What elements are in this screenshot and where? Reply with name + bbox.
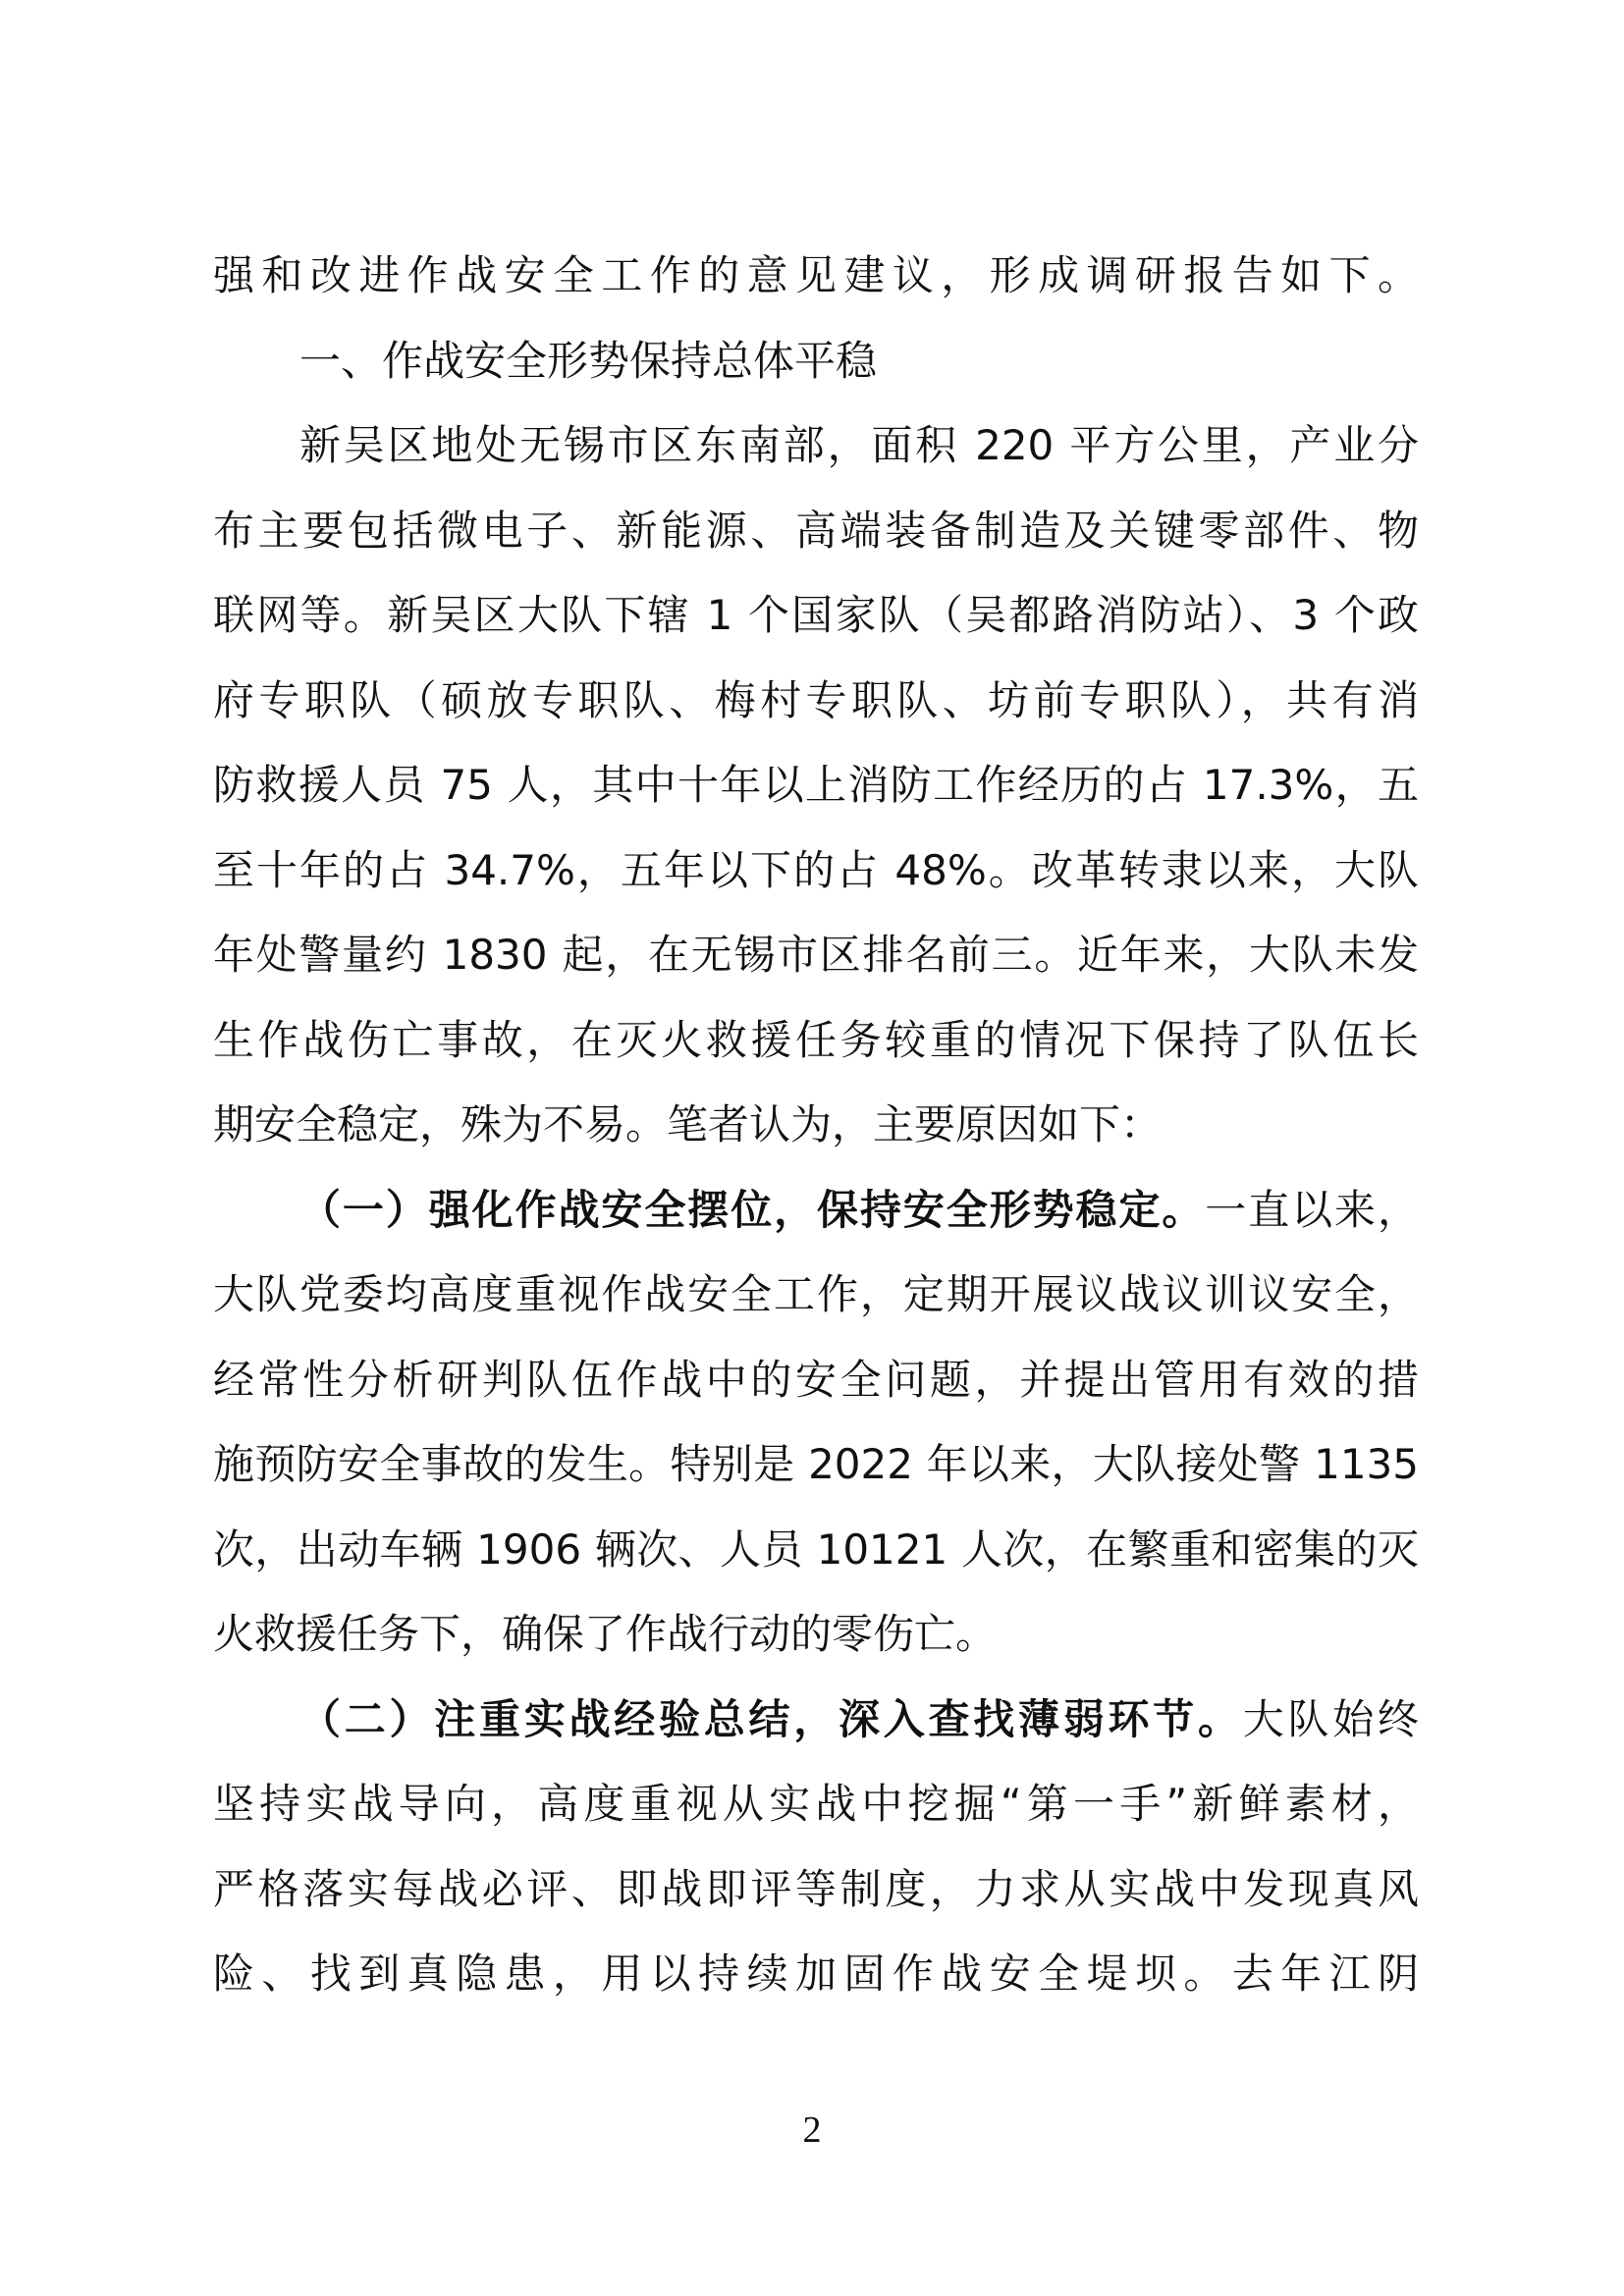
paragraph-line: 险、找到真隐患，用以持续加固作战安全堤坝。去年江阴: [213, 1949, 1419, 1998]
subsection-heading-1: （一）强化作战安全摆位，保持安全形势稳定。: [299, 1185, 1206, 1234]
page-number: 2: [802, 2109, 822, 2151]
paragraph-line: 至十年的占 34.7%，五年以下的占 48%。改革转隶以来，大队: [213, 845, 1419, 894]
paragraph-line: 布主要包括微电子、新能源、高端装备制造及关键零部件、物: [213, 506, 1419, 555]
paragraph-line: 大队党委均高度重视作战安全工作，定期开展议战议训议安全，: [213, 1270, 1419, 1318]
paragraph-line: 年处警量约 1830 起，在无锡市区排名前三。近年来，大队未发: [213, 931, 1419, 979]
paragraph-line: 防救援人员 75 人，其中十年以上消防工作经历的占 17.3%，五: [213, 761, 1419, 809]
paragraph-line: 强和改进作战安全工作的意见建议，形成调研报告如下。: [213, 251, 1419, 299]
section-heading: 一、作战安全形势保持总体平稳: [299, 336, 878, 385]
paragraph-line: 生作战伤亡事故，在灭火救援任务较重的情况下保持了队伍长: [213, 1015, 1419, 1064]
paragraph-line: [213, 1168, 1419, 1254]
paragraph-line: [213, 1678, 1419, 1763]
paragraph-line: 新吴区地处无锡市区东南部，面积 220 平方公里，产业分: [299, 421, 1419, 469]
paragraph-line: 火救援任务下，确保了作战行动的零伤亡。: [213, 1610, 998, 1658]
paragraph-line: 经常性分析研判队伍作战中的安全问题，并提出管用有效的措: [213, 1355, 1419, 1404]
subsection-heading-2: （二）注重实战经验总结，深入查找薄弱环节。: [299, 1694, 1243, 1743]
paragraph-line: 施预防安全事故的发生。特别是 2022 年以来，大队接处警 1135: [213, 1440, 1419, 1488]
paragraph-line: 联网等。新吴区大队下辖 1 个国家队（吴都路消防站）、3 个政: [213, 591, 1419, 639]
paragraph-line: 府专职队（硕放专职队、梅村专职队、坊前专职队），共有消: [213, 675, 1419, 724]
paragraph-text: 大队始终: [1242, 1694, 1419, 1743]
paragraph-line: 期安全稳定，殊为不易。笔者认为，主要原因如下：: [213, 1100, 1163, 1148]
paragraph-line: 次，出动车辆 1906 辆次、人员 10121 人次，在繁重和密集的灭: [213, 1524, 1419, 1574]
paragraph-line: 严格落实每战必评、即战即评等制度，力求从实战中发现真风: [213, 1864, 1419, 1913]
paragraph-text: 一直以来，: [1205, 1185, 1419, 1234]
document-body: [213, 234, 1419, 2017]
paragraph-line: 坚持实战导向，高度重视从实战中挖掘“第一手”新鲜素材，: [213, 1780, 1419, 1828]
